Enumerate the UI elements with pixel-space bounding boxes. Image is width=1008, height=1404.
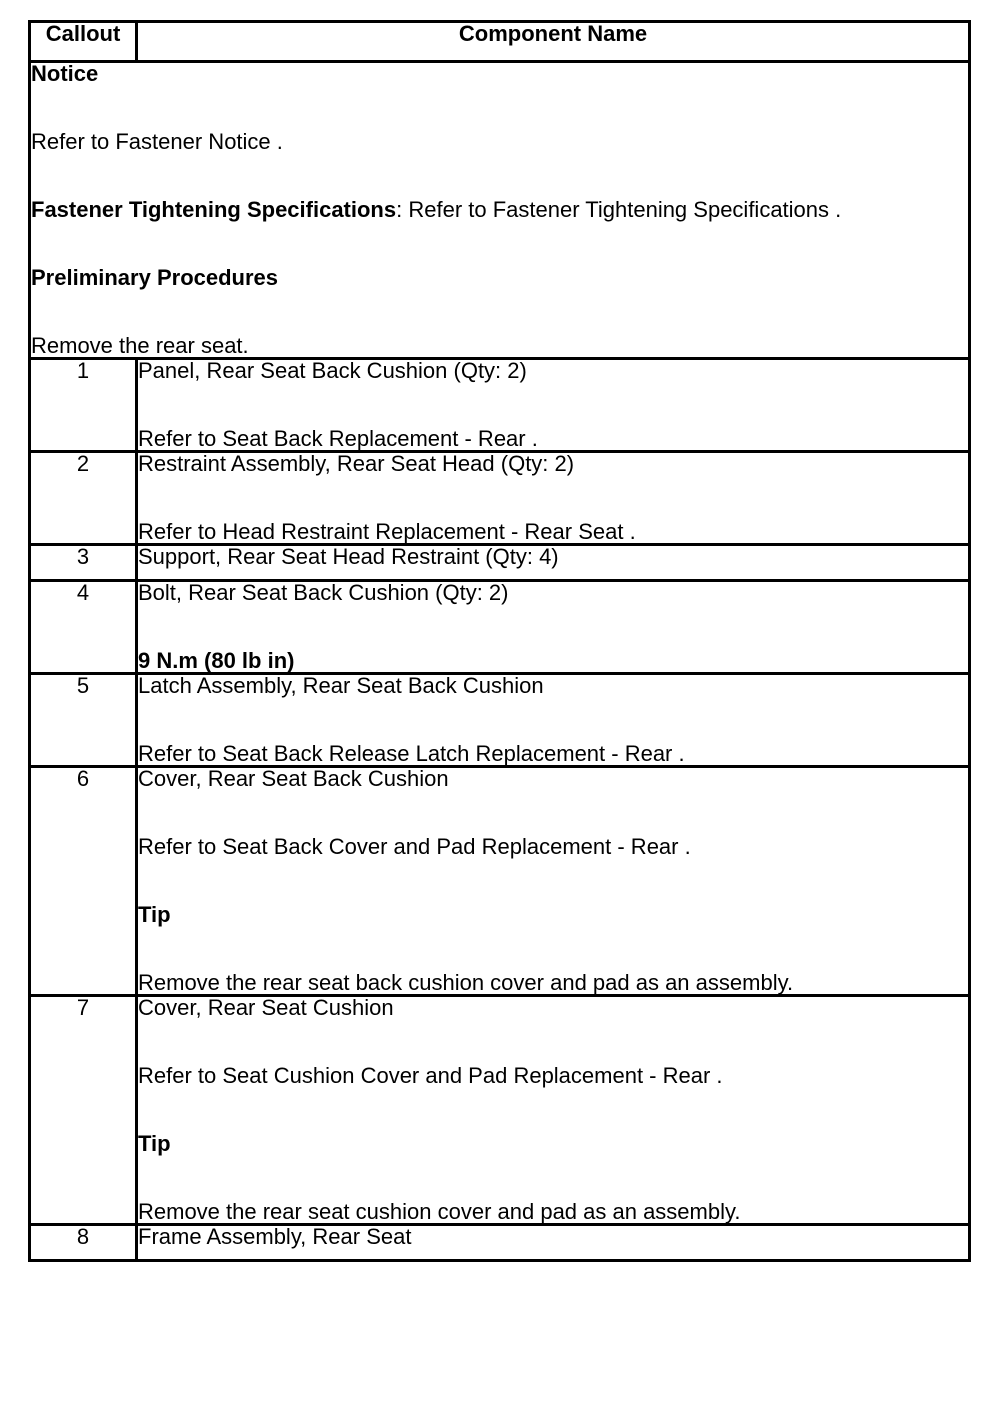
callout-number: 3 <box>30 545 137 581</box>
component-name: Bolt, Rear Seat Back Cushion (Qty: 2) <box>138 580 509 605</box>
table-row <box>30 767 970 996</box>
component-note: Refer to Head Restraint Replacement - Rear Seat . <box>138 519 636 544</box>
preliminary-heading: Preliminary Procedures <box>31 265 279 290</box>
component-note: Refer to Seat Back Release Latch Replacement - Rear . <box>138 741 685 766</box>
callout-number: 8 <box>30 1225 137 1261</box>
component-name: Support, Rear Seat Head Restraint (Qty: 4) <box>138 544 559 569</box>
table-row <box>30 581 970 674</box>
callout-number: 6 <box>30 767 137 996</box>
header-row <box>30 22 970 62</box>
component-cell <box>137 996 970 1225</box>
tip-heading: Tip <box>138 1131 171 1156</box>
component-cell <box>137 359 970 452</box>
component-cell <box>137 581 970 674</box>
component-name: Cover, Rear Seat Cushion <box>138 995 394 1020</box>
callout-table <box>28 20 971 1262</box>
fastener-spec-text: Refer to Fastener Tightening Specifications . <box>402 197 842 222</box>
callout-number: 4 <box>30 581 137 674</box>
notice-text: Refer to Fastener Notice . <box>31 129 283 154</box>
intro-cell <box>30 62 970 359</box>
callout-number: 5 <box>30 674 137 767</box>
component-name: Frame Assembly, Rear Seat <box>138 1224 412 1249</box>
callout-number: 7 <box>30 996 137 1225</box>
notice-heading: Notice <box>31 61 99 86</box>
component-cell <box>137 1225 970 1261</box>
component-name: Panel, Rear Seat Back Cushion (Qty: 2) <box>138 358 527 383</box>
component-name: Latch Assembly, Rear Seat Back Cushion <box>138 673 544 698</box>
fastener-spec-label: Fastener Tightening Specifications <box>31 197 397 222</box>
callout-number: 1 <box>30 359 137 452</box>
tip-text: Remove the rear seat back cushion cover and pad as an assembly. <box>138 970 794 995</box>
tip-text: Remove the rear seat cushion cover and pad as an assembly. <box>138 1199 741 1224</box>
component-name: Cover, Rear Seat Back Cushion <box>138 766 449 791</box>
component-note: Refer to Seat Cushion Cover and Pad Replacement - Rear . <box>138 1063 723 1088</box>
component-name: Restraint Assembly, Rear Seat Head (Qty: 2) <box>138 451 575 476</box>
component-note: Refer to Seat Back Replacement - Rear . <box>138 426 538 451</box>
table-row <box>30 1225 970 1261</box>
callout-number: 2 <box>30 452 137 545</box>
component-cell <box>137 767 970 996</box>
component-cell <box>137 545 970 581</box>
table-row <box>30 674 970 767</box>
component-cell <box>137 674 970 767</box>
component-name-column-header: Component Name <box>137 22 970 62</box>
fastener-spec-colon: : <box>396 197 403 222</box>
callout-column-header: Callout <box>30 22 137 62</box>
component-note: Refer to Seat Back Cover and Pad Replacement - Rear . <box>138 834 691 859</box>
fastener-spec-line <box>31 199 968 221</box>
intro-row <box>30 62 970 359</box>
table-row <box>30 452 970 545</box>
torque-spec: 9 N.m (80 lb in) <box>138 648 295 673</box>
table-row <box>30 545 970 581</box>
component-cell <box>137 452 970 545</box>
table-row <box>30 996 970 1225</box>
tip-heading: Tip <box>138 902 171 927</box>
table-row <box>30 359 970 452</box>
preliminary-text: Remove the rear seat. <box>31 333 249 358</box>
